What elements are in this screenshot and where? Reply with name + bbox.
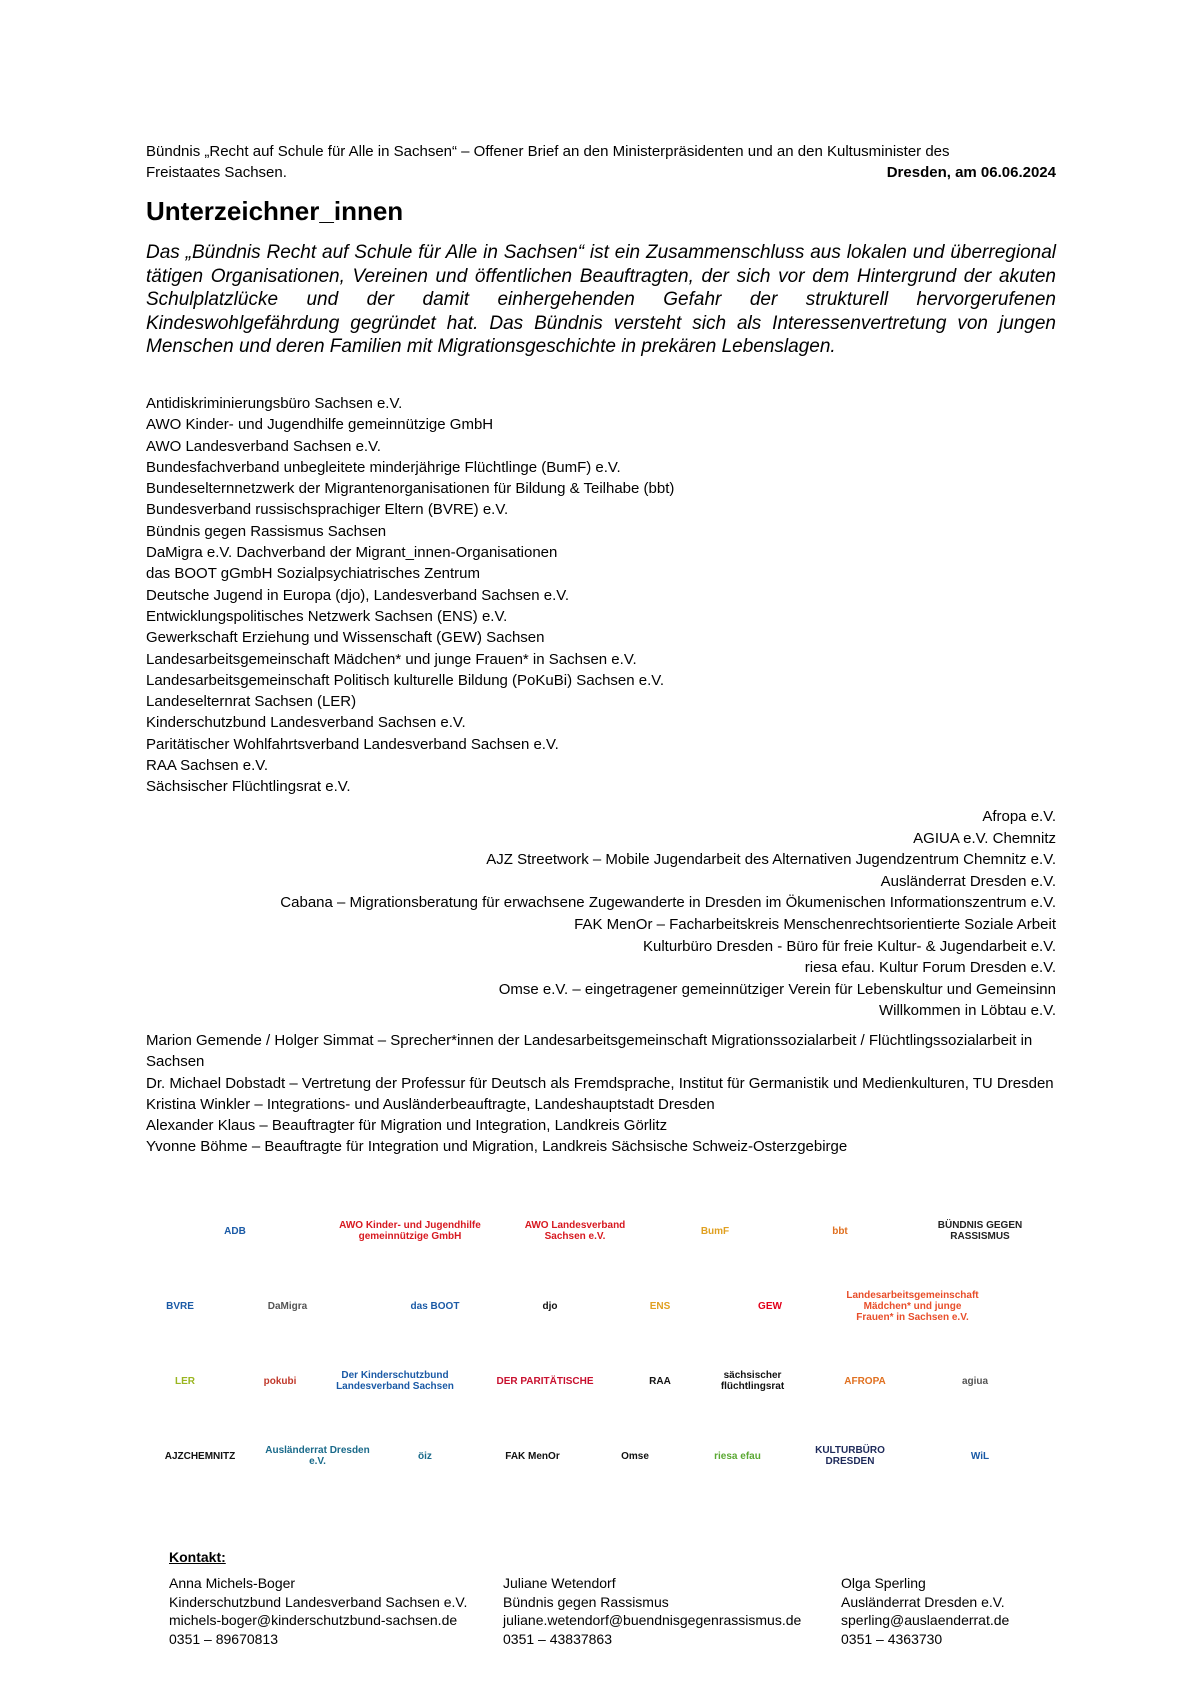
page-title: Unterzeichner_innen (146, 196, 404, 226)
partner-logo (495, 1425, 570, 1487)
partner-logo-text: agiua (961, 1375, 989, 1387)
local-organization-item: AJZ Streetwork – Mobile Jugendarbeit des Alternativen Jugendzentrum Chemnitz e.V. (486, 851, 1056, 869)
organization-item: das BOOT gGmbH Sozialpsychiatrisches Zentrum (146, 565, 481, 583)
partner-logo-text: KULTURBÜRO DRESDEN (815, 1445, 885, 1467)
local-organization-item: Afropa e.V. (982, 808, 1056, 825)
person-item: Alexander Klaus – Beauftragter für Migration und Integration, Landkreis Görlitz (146, 1117, 668, 1135)
logo-row (140, 1200, 1060, 1262)
organization-item: Landesarbeitsgemeinschaft Mädchen* und junge Frauen* in Sachsen e.V. (146, 650, 637, 668)
person-signatory-list (146, 1030, 1056, 1158)
contact-name: Anna Michels-Boger (169, 1575, 296, 1591)
partner-logo-text: FAK MenOr (505, 1450, 560, 1462)
logo-row (140, 1425, 1060, 1487)
local-organization-item: AGIUA e.V. Chemnitz (913, 829, 1056, 847)
contact-person (841, 1574, 1009, 1648)
partner-logo-text: Ausländerrat Dresden e.V. (265, 1445, 370, 1467)
local-organization-item: Willkommen in Löbtau e.V. (878, 1002, 1056, 1020)
intro-paragraph: Das „Bündnis Recht auf Schule für Alle in Sachsen“ ist ein Zusammenschluss aus lokalen und überregional tätigen Organisationen, Vereinen und öffentlichen Beauftragten, der sich vor dem Hintergrund der akuten Schulplatzlücke und der damit einhergehenden Gefahr der strukturell hervorgerufenen Kindeswohlgefährdung gegründet hat. Das Bündnis versteht sich als Interessenvertretung von jungen Menschen und deren Familien mit Migrationsgeschichte in prekären Lebenslagen. (146, 242, 1056, 357)
partner-logo-text: pokubi (263, 1375, 297, 1387)
partner-logo-text: WiL (970, 1450, 990, 1462)
partner-logo-text: öiz (418, 1450, 432, 1462)
contact-phone: 0351 – 89670813 (169, 1630, 278, 1647)
partner-logo-text: AWO Kinder- und Jugendhilfe gemeinnützige GmbH (339, 1220, 481, 1242)
local-organization-item: Cabana – Migrationsberatung für erwachsene Zugewanderte in Dresden im Ökumenischen Informationszentrum e.V. (280, 894, 1056, 912)
local-organization-item: Kulturbüro Dresden - Büro für freie Kultur- & Jugendarbeit e.V. (643, 937, 1056, 955)
contact-org: Kinderschutzbund Landesverband Sachsen e.V. (169, 1593, 468, 1610)
partner-logo (485, 1350, 605, 1412)
partner-logo (180, 1200, 290, 1262)
local-organization-item: riesa efau. Kultur Forum Dresden e.V. (804, 959, 1056, 977)
organization-item: AWO Kinder- und Jugendhilfe gemeinnützige GmbH (146, 416, 494, 434)
contact-email[interactable]: sperling@auslaenderrat.de (841, 1612, 1010, 1629)
organization-item: Landesarbeitsgemeinschaft Politisch kulturelle Bildung (PoKuBi) Sachsen e.V. (146, 671, 665, 689)
logo-row (140, 1350, 1060, 1412)
partner-logo-text: Omse (621, 1450, 649, 1462)
partner-logo (250, 1350, 310, 1412)
organization-item: DaMigra e.V. Dachverband der Migrant_innen-Organisationen (146, 544, 558, 562)
contact-org: Ausländerrat Dresden e.V. (841, 1593, 1005, 1610)
partner-logo (800, 1200, 880, 1262)
partner-logo-text: ADB (224, 1225, 246, 1237)
local-organization-list (280, 806, 1056, 1022)
contact-org: Bündnis gegen Rassismus (503, 1593, 669, 1610)
partner-logo-text: AJZCHEMNITZ (164, 1450, 236, 1462)
partner-logo-text: DER PARITÄTISCHE (496, 1375, 594, 1387)
contact-phone: 0351 – 4363730 (841, 1630, 943, 1647)
partner-logo (595, 1425, 675, 1487)
partner-logo (630, 1350, 690, 1412)
partner-logo-text: GEW (758, 1300, 782, 1312)
organization-item: Entwicklungspolitisches Netzwerk Sachsen (ENS) e.V. (146, 607, 508, 625)
local-organization-item: FAK MenOr – Facharbeitskreis Menschenrechtsorientierte Soziale Arbeit (574, 915, 1056, 933)
contact-section (169, 1548, 226, 1576)
organization-item: Gewerkschaft Erziehung und Wissenschaft (GEW) Sachsen (146, 629, 545, 647)
partner-logo-text: RAA (649, 1375, 671, 1387)
partner-logo (930, 1425, 1030, 1487)
partner-logo-text: ENS (649, 1300, 671, 1312)
partner-logo (140, 1350, 230, 1412)
partner-logo (520, 1275, 580, 1337)
partner-logo (330, 1350, 460, 1412)
contact-person (169, 1574, 467, 1648)
partner-logo (705, 1350, 800, 1412)
partner-logo-text: das BOOT (410, 1300, 460, 1312)
partner-logo (265, 1425, 370, 1487)
partner-logo-text: BÜNDNIS GEGEN RASSISMUS (937, 1220, 1023, 1242)
organization-item: Sächsischer Flüchtlingsrat e.V. (146, 778, 351, 796)
partner-logo-text: djo (542, 1300, 558, 1312)
partner-logo-text: DaMigra (267, 1300, 308, 1312)
partner-logo (390, 1425, 460, 1487)
partner-logo (330, 1200, 490, 1262)
partner-logo (680, 1200, 750, 1262)
header-line-2: Freistaates Sachsen. (146, 164, 287, 181)
partner-logo-text: LER (175, 1375, 195, 1387)
partner-logo (830, 1350, 900, 1412)
organization-item: Deutsche Jugend in Europa (djo), Landesverband Sachsen e.V. (146, 586, 570, 604)
organization-item: Bundesfachverband unbegleitete minderjährige Flüchtlinge (BumF) e.V. (146, 458, 621, 476)
contact-email[interactable]: michels-boger@kinderschutzbund-sachsen.de (169, 1612, 458, 1629)
local-organization-item: Ausländerrat Dresden e.V. (880, 872, 1056, 890)
partner-logo-text: AWO Landesverband Sachsen e.V. (524, 1220, 626, 1242)
organization-item: Kinderschutzbund Landesverband Sachsen e.V. (146, 714, 466, 732)
partner-logo-text: AFROPA (844, 1375, 886, 1387)
person-item: Dr. Michael Dobstadt – Vertretung der Professur für Deutsch als Fremdsprache, Institut für Germanistik und Medienkulturen, TU Dresden (146, 1074, 1054, 1092)
organization-item: RAA Sachsen e.V. (146, 757, 269, 775)
partner-logo-text: sächsischer flüchtlingsrat (720, 1370, 785, 1392)
partner-logo (145, 1275, 215, 1337)
partner-logo-text: Landesarbeitsgemeinschaft Mädchen* und junge Frauen* in Sachsen e.V. (846, 1289, 979, 1323)
organization-item: Bundeselternnetzwerk der Migrantenorganisationen für Bildung & Teilhabe (bbt) (146, 480, 675, 498)
partner-logo (625, 1275, 695, 1337)
organization-item: Paritätischer Wohlfahrtsverband Landesverband Sachsen e.V. (146, 735, 559, 753)
header-line-1: Bündnis „Recht auf Schule für Alle in Sachsen“ – Offener Brief an den Ministerpräsidenten und an den Kultusminister des (146, 143, 950, 160)
logo-row (140, 1275, 1060, 1337)
partner-logo-text: BumF (700, 1225, 730, 1237)
partner-logo (710, 1425, 765, 1487)
organization-item: Landeselternrat Sachsen (LER) (146, 693, 357, 711)
partner-logo (520, 1200, 630, 1262)
organization-item: AWO Landesverband Sachsen e.V. (146, 437, 381, 455)
partner-logo (920, 1200, 1040, 1262)
contact-email[interactable]: juliane.wetendorf@buendnisgegenrassismus.de (503, 1612, 802, 1629)
partner-logo (155, 1425, 245, 1487)
partner-logo (740, 1275, 800, 1337)
partner-logo-text: bbt (832, 1225, 848, 1237)
person-item: Marion Gemende / Holger Simmat – Sprecher*innen der Landesarbeitsgemeinschaft Migrationssozialarbeit / Flüchtlingssozialarbeit in Sachsen (146, 1032, 1033, 1071)
contact-person (503, 1574, 801, 1648)
partner-logo (235, 1275, 340, 1337)
header-row-2 (146, 162, 1056, 183)
organization-item: Bündnis gegen Rassismus Sachsen (146, 522, 387, 540)
contact-phone: 0351 – 43837863 (503, 1630, 612, 1647)
contact-title: Kontakt: (169, 1549, 226, 1565)
document-header (146, 141, 1056, 183)
partner-logo (370, 1275, 500, 1337)
organization-list (146, 393, 674, 798)
partner-logo-text: Der Kinderschutzbund Landesverband Sachsen (336, 1370, 454, 1392)
organization-item: Antidiskriminierungsbüro Sachsen e.V. (146, 395, 403, 412)
partner-logo (800, 1425, 900, 1487)
person-item: Kristina Winkler – Integrations- und Ausländerbeauftragte, Landeshauptstadt Dresden (146, 1095, 715, 1113)
organization-item: Bundesverband russischsprachiger Eltern (BVRE) e.V. (146, 501, 509, 519)
partner-logo-text: BVRE (166, 1300, 194, 1312)
partner-logo (845, 1275, 980, 1337)
contact-name: Olga Sperling (841, 1575, 926, 1591)
person-item: Yvonne Böhme – Beauftragte für Integration und Migration, Landkreis Sächsische Schweiz-Osterzgebirge (146, 1138, 848, 1156)
header-date: Dresden, am 06.06.2024 (886, 164, 1056, 181)
partner-logo-text: riesa efau (714, 1450, 761, 1462)
contact-name: Juliane Wetendorf (503, 1575, 616, 1591)
partner-logo (930, 1350, 1020, 1412)
local-organization-item: Omse e.V. – eingetragener gemeinnütziger Verein für Lebenskultur und Gemeinsinn (498, 980, 1056, 998)
